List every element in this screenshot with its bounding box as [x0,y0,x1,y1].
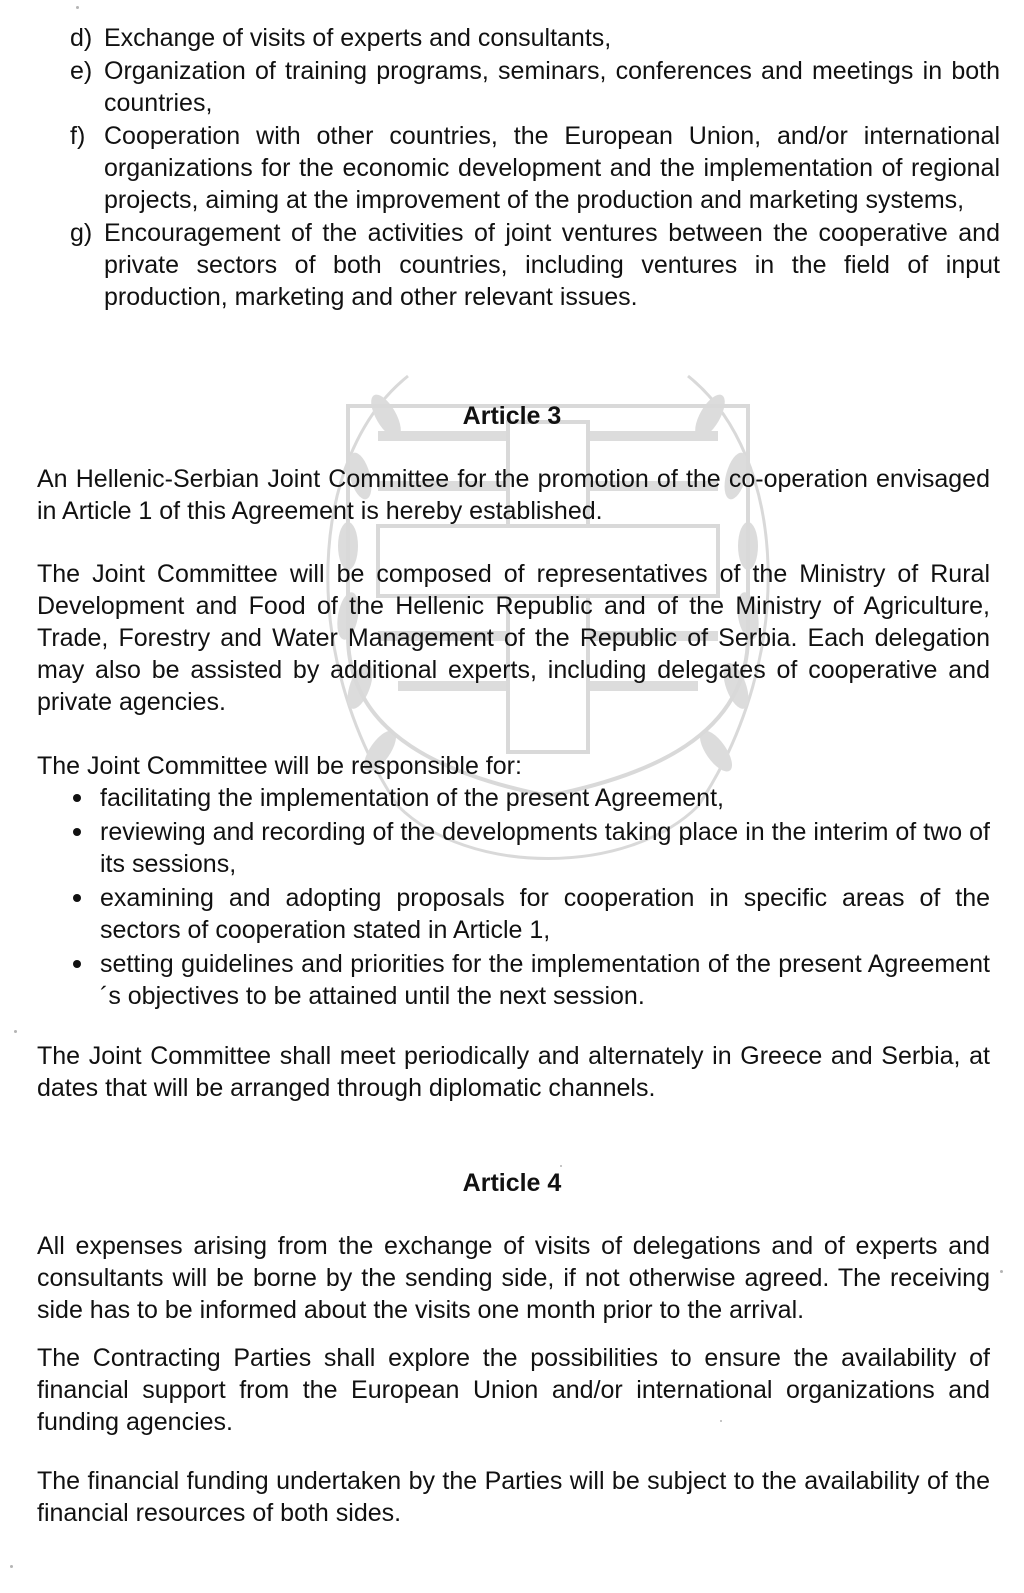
article-3-paragraph-1: An Hellenic-Serbian Joint Committee for the promotion of the co-operation envisaged in Article 1 of this Agreement is hereby established. [37,465,990,525]
list-item-text: Encouragement of the activities of joint ventures between the cooperative and private sectors of both countries, including ventures in the field of input production, marketing and other relevant issues. [104,219,1000,311]
bullet-item: reviewing and recording of the developments taking place in the interim of two of its sessions, [70,816,990,880]
list-marker: g) [70,219,93,247]
article-4-paragraph-2: The Contracting Parties shall explore the possibilities to ensure the availability of financial support from the European Union and/or international organizations and funding agencies. [37,1344,990,1436]
article-3-paragraph-2: The Joint Committee will be composed of representatives of the Ministry of Rural Development and Food of the Hellenic Republic and of the Ministry of Agriculture, Trade, Forestry and Water Management of the Republic of Serbia. Each delegation may also be assisted by additional experts, including delegates of cooperative and private agencies. [37,560,990,716]
article-3-paragraph-3: The Joint Committee shall meet periodically and alternately in Greece and Serbia, at dates that will be arranged through diplomatic channels. [37,1042,990,1102]
objectives-list [70,22,1000,314]
responsibilities-list [70,782,990,1014]
article-4-heading: Article 4 [462,1169,562,1197]
bullet-item: facilitating the implementation of the present Agreement, [70,782,990,814]
list-item [70,217,1000,313]
scan-speck [10,1565,13,1568]
bullet-item: examining and adopting proposals for cooperation in specific areas of the sectors of cooperation stated in Article 1, [70,882,990,946]
list-marker: e) [70,57,93,85]
scan-speck [76,6,79,9]
scan-speck [1000,1270,1003,1273]
article-4-paragraph-3: The financial funding undertaken by the Parties will be subject to the availability of the financial resources of both sides. [37,1467,990,1527]
list-item [70,55,1000,119]
list-item-text: Organization of training programs, seminars, conferences and meetings in both countries, [104,57,1000,117]
scan-speck [14,1030,17,1033]
scan-speck [560,1165,562,1167]
article-3-heading: Article 3 [462,402,562,430]
list-item-text: Exchange of visits of experts and consultants, [104,24,612,52]
article-3-responsibilities-intro: The Joint Committee will be responsible for: [37,752,522,780]
list-marker: d) [70,24,93,52]
list-item [70,22,1000,54]
list-item-text: Cooperation with other countries, the European Union, and/or international organizations for the economic development and the implementation of regional projects, aiming at the improvement of the production and marketing systems, [104,122,1000,214]
bullet-item: setting guidelines and priorities for the implementation of the present Agreement´s objectives to be attained until the next session. [70,948,990,1012]
list-marker: f) [70,122,86,150]
scan-speck [720,1420,722,1422]
article-4-paragraph-1: All expenses arising from the exchange of visits of delegations and of experts and consultants will be borne by the sending side, if not otherwise agreed. The receiving side has to be informed about the visits one month prior to the arrival. [37,1232,990,1324]
list-item [70,120,1000,216]
